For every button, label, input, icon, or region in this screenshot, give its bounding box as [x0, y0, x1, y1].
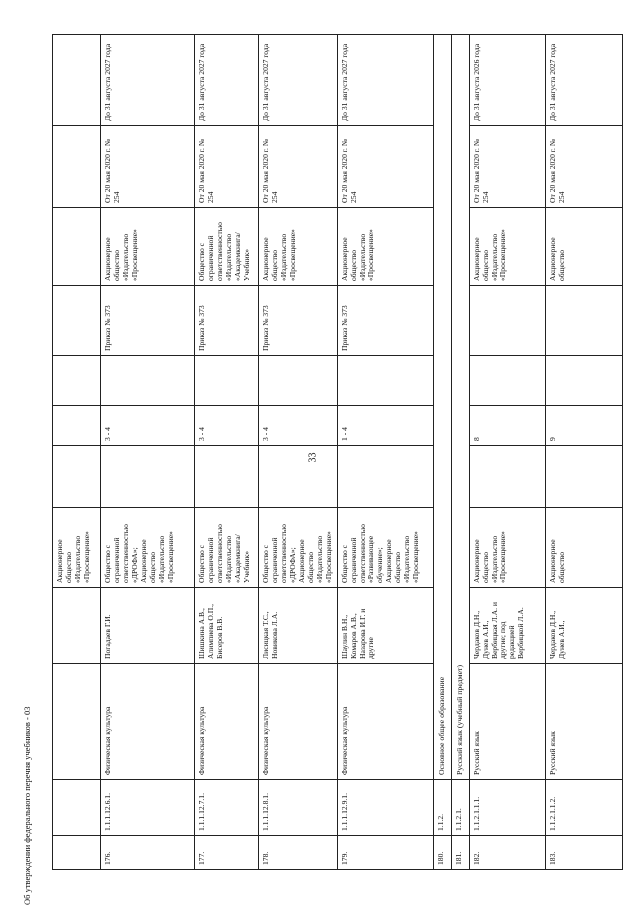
row-authors: Шишкина А.В., Алимпиева О.П., Бисеров В.В.	[195, 588, 259, 664]
row-publisher: Общество с ограниченной ответственностью «Развивающее обучение»; Акционерное общество «Издательство «Просвещение»	[337, 508, 433, 588]
table-row	[101, 35, 195, 870]
table-cell	[53, 664, 101, 780]
row-org: Акционерное общество «Издательство «Просвещение»	[259, 208, 338, 286]
table-cell	[53, 588, 101, 664]
row-publisher: Общество с ограниченной ответственностью «Издательство «Академкнига/Учебник»	[195, 508, 259, 588]
table-cell	[53, 836, 101, 870]
row-grade: 3 - 4	[259, 406, 338, 446]
textbook-table	[52, 34, 623, 870]
row-authors: Шаулин В.Н., Комаров А.В., Назарова И.Г. и другие	[337, 588, 433, 664]
row-order: Приказ № 373	[101, 286, 195, 356]
table-row	[195, 35, 259, 870]
row-number: 179.	[337, 836, 433, 870]
row-term: До 31 августа 2026 года	[469, 35, 545, 126]
row-term: До 31 августа 2027 года	[545, 35, 622, 126]
table-row	[469, 35, 545, 870]
table-cell	[53, 126, 101, 208]
row-extra2	[101, 356, 195, 406]
row-grade: 3 - 4	[101, 406, 195, 446]
row-publisher: Акционерное общество	[545, 508, 622, 588]
row-publisher: Общество с ограниченной ответственностью «ДРОФА»; Акционерное общество «Издательство «Просвещение»	[101, 508, 195, 588]
row-code: 1.1.1.12.6.1.	[101, 780, 195, 836]
row-title: Физическая культура	[195, 664, 259, 780]
row-code: 1.1.2.	[433, 780, 451, 836]
row-title: Русский язык	[469, 664, 545, 780]
table-cell	[53, 35, 101, 126]
row-grade: 9	[545, 406, 622, 446]
page-footer: Об утверждении федерального перечня учебников - 03	[22, 706, 32, 905]
row-extra1	[337, 446, 433, 508]
row-grade: 3 - 4	[195, 406, 259, 446]
row-title: Физическая культура	[337, 664, 433, 780]
row-extra1	[101, 446, 195, 508]
row-extra2	[469, 356, 545, 406]
row-authors: Погадаев Г.И.	[101, 588, 195, 664]
row-publisher: Акционерное общество «Издательство «Просвещение»	[469, 508, 545, 588]
table-cell	[53, 286, 101, 356]
row-extra1	[195, 446, 259, 508]
row-extra2	[337, 356, 433, 406]
row-authors: Чердаков Д.Н., Дунев А.И.,	[545, 588, 622, 664]
textbook-list-table-rotated	[52, 35, 607, 870]
row-order	[545, 286, 622, 356]
row-number: 181.	[451, 836, 469, 870]
row-date: От 20 мая 2020 г. № 254	[101, 126, 195, 208]
table-row	[53, 35, 101, 870]
row-title: Физическая культура	[259, 664, 338, 780]
row-date: От 20 мая 2020 г. № 254	[545, 126, 622, 208]
row-code: 1.1.1.12.7.1.	[195, 780, 259, 836]
row-authors: Чердаков Д.Н., Дунев А.И., Вербицкая Л.А. и другие; под редакцией Вербицкой Л.А.	[469, 588, 545, 664]
row-number: 182.	[469, 836, 545, 870]
row-number: 180.	[433, 836, 451, 870]
table-cell	[53, 780, 101, 836]
row-number: 178.	[259, 836, 338, 870]
row-date: От 20 мая 2020 г. № 254	[337, 126, 433, 208]
row-extra1	[545, 446, 622, 508]
row-authors: Лисицкая Т.С., Новикова Л.А.	[259, 588, 338, 664]
row-date: От 20 мая 2020 г. № 254	[195, 126, 259, 208]
row-order: Приказ № 373	[259, 286, 338, 356]
row-org: Общество с ограниченной ответственностью «Издательство «Академкнига/Учебник»	[195, 208, 259, 286]
table-cell	[53, 406, 101, 446]
row-grade: 8	[469, 406, 545, 446]
row-title: Физическая культура	[101, 664, 195, 780]
table-row	[337, 35, 433, 870]
row-code: 1.1.2.1.1.1.	[469, 780, 545, 836]
row-term: До 31 августа 2027 года	[337, 35, 433, 126]
publisher-cell: Акционерное общество «Издательство «Просвещение»	[53, 508, 101, 588]
row-term: До 31 августа 2027 года	[101, 35, 195, 126]
row-publisher: Общество с ограниченной ответственностью «ДРОФА»; Акционерное общество «Издательство «Просвещение»	[259, 508, 338, 588]
section-row	[451, 35, 469, 870]
row-date: От 20 мая 2020 г. № 254	[469, 126, 545, 208]
row-extra1	[259, 446, 338, 508]
section-title: Русский язык (учебный предмет)	[451, 35, 469, 780]
row-order: Приказ № 373	[195, 286, 259, 356]
table-cell	[53, 356, 101, 406]
row-number: 177.	[195, 836, 259, 870]
row-date: От 20 мая 2020 г. № 254	[259, 126, 338, 208]
row-title: Русский язык	[545, 664, 622, 780]
row-code: 1.1.2.1.	[451, 780, 469, 836]
row-extra2	[195, 356, 259, 406]
row-term: До 31 августа 2027 года	[259, 35, 338, 126]
row-org: Акционерное общество	[545, 208, 622, 286]
row-code: 1.1.1.12.8.1.	[259, 780, 338, 836]
row-org: Акционерное общество «Издательство «Просвещение»	[469, 208, 545, 286]
page-number: 33	[307, 452, 319, 463]
row-order: Приказ № 373	[337, 286, 433, 356]
row-term: До 31 августа 2027 года	[195, 35, 259, 126]
table-cell	[53, 208, 101, 286]
row-order	[469, 286, 545, 356]
table-cell	[53, 446, 101, 508]
row-code: 1.1.1.12.9.1.	[337, 780, 433, 836]
section-row	[433, 35, 451, 870]
row-number: 183.	[545, 836, 622, 870]
row-extra1	[469, 446, 545, 508]
row-org: Акционерное общество «Издательство «Просвещение»	[101, 208, 195, 286]
row-code: 1.1.2.1.1.2.	[545, 780, 622, 836]
row-extra2	[545, 356, 622, 406]
section-title: Основное общее образование	[433, 35, 451, 780]
row-grade: 1 - 4	[337, 406, 433, 446]
row-extra2	[259, 356, 338, 406]
row-number: 176.	[101, 836, 195, 870]
row-org: Акционерное общество «Издательство «Просвещение»	[337, 208, 433, 286]
table-row	[259, 35, 338, 870]
table-row	[545, 35, 622, 870]
